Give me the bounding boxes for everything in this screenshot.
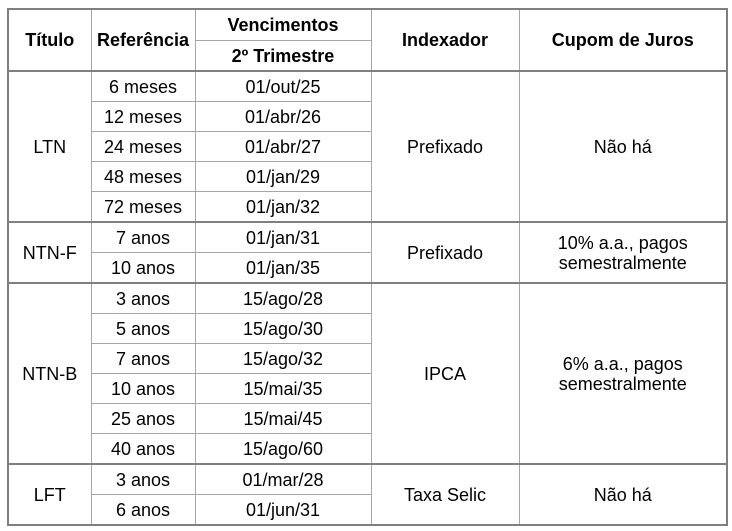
cell-vencimento: 15/ago/30: [195, 314, 371, 344]
table-row: [8, 283, 727, 314]
cell-referencia: 10 anos: [91, 374, 195, 404]
cell-referencia: 5 anos: [91, 314, 195, 344]
cell-cupom: [519, 464, 727, 525]
cell-vencimento: 01/abr/26: [195, 102, 371, 132]
cell-referencia: 6 anos: [91, 495, 195, 526]
cell-vencimento: 15/mai/35: [195, 374, 371, 404]
cell-vencimento: 01/jan/29: [195, 162, 371, 192]
table-row: [8, 222, 727, 253]
cell-cupom: [519, 71, 727, 222]
cell-referencia: 25 anos: [91, 404, 195, 434]
cell-titulo: NTN-B: [8, 283, 91, 464]
cupom-line-1: Não há: [593, 484, 652, 505]
cell-cupom: [519, 283, 727, 464]
bonds-table: [7, 8, 728, 526]
cell-indexador: Taxa Selic: [371, 464, 519, 525]
header-titulo: Título: [8, 9, 91, 71]
cell-referencia: 6 meses: [91, 71, 195, 102]
table-row: [8, 464, 727, 495]
cell-vencimento: 15/ago/28: [195, 283, 371, 314]
cell-referencia: 48 meses: [91, 162, 195, 192]
cell-referencia: 12 meses: [91, 102, 195, 132]
cell-vencimento: 15/ago/32: [195, 344, 371, 374]
cell-indexador: Prefixado: [371, 222, 519, 283]
table-row: [8, 71, 727, 102]
cell-titulo: LTN: [8, 71, 91, 222]
cell-vencimento: 01/out/25: [195, 71, 371, 102]
header-cupom: Cupom de Juros: [519, 9, 727, 71]
cell-indexador: IPCA: [371, 283, 519, 464]
cell-referencia: 7 anos: [91, 344, 195, 374]
cell-vencimento: 01/jun/31: [195, 495, 371, 526]
cell-vencimento: 15/mai/45: [195, 404, 371, 434]
cell-referencia: 72 meses: [91, 192, 195, 223]
cell-referencia: 3 anos: [91, 464, 195, 495]
cell-vencimento: 01/jan/31: [195, 222, 371, 253]
cell-vencimento: 15/ago/60: [195, 434, 371, 465]
header-referencia: Referência: [91, 9, 195, 71]
cupom-line-1: 10% a.a., pagos: [557, 232, 688, 253]
cupom-line-2: semestralmente: [558, 373, 687, 394]
cell-titulo: LFT: [8, 464, 91, 525]
cell-indexador: Prefixado: [371, 71, 519, 222]
cell-referencia: 40 anos: [91, 434, 195, 465]
cell-referencia: 3 anos: [91, 283, 195, 314]
cupom-line-1: Não há: [593, 136, 652, 157]
header-trimestre: 2º Trimestre: [195, 41, 371, 72]
cell-referencia: 7 anos: [91, 222, 195, 253]
header-indexador: Indexador: [371, 9, 519, 71]
table-body: [8, 71, 727, 525]
cell-vencimento: 01/abr/27: [195, 132, 371, 162]
cupom-line-2: semestralmente: [558, 252, 687, 273]
cell-vencimento: 01/jan/35: [195, 253, 371, 284]
cupom-line-1: 6% a.a., pagos: [562, 353, 683, 374]
cell-vencimento: 01/mar/28: [195, 464, 371, 495]
cell-referencia: 10 anos: [91, 253, 195, 284]
cell-titulo: NTN-F: [8, 222, 91, 283]
cell-referencia: 24 meses: [91, 132, 195, 162]
header-vencimentos: Vencimentos: [195, 9, 371, 41]
cell-vencimento: 01/jan/32: [195, 192, 371, 223]
cell-cupom: [519, 222, 727, 283]
